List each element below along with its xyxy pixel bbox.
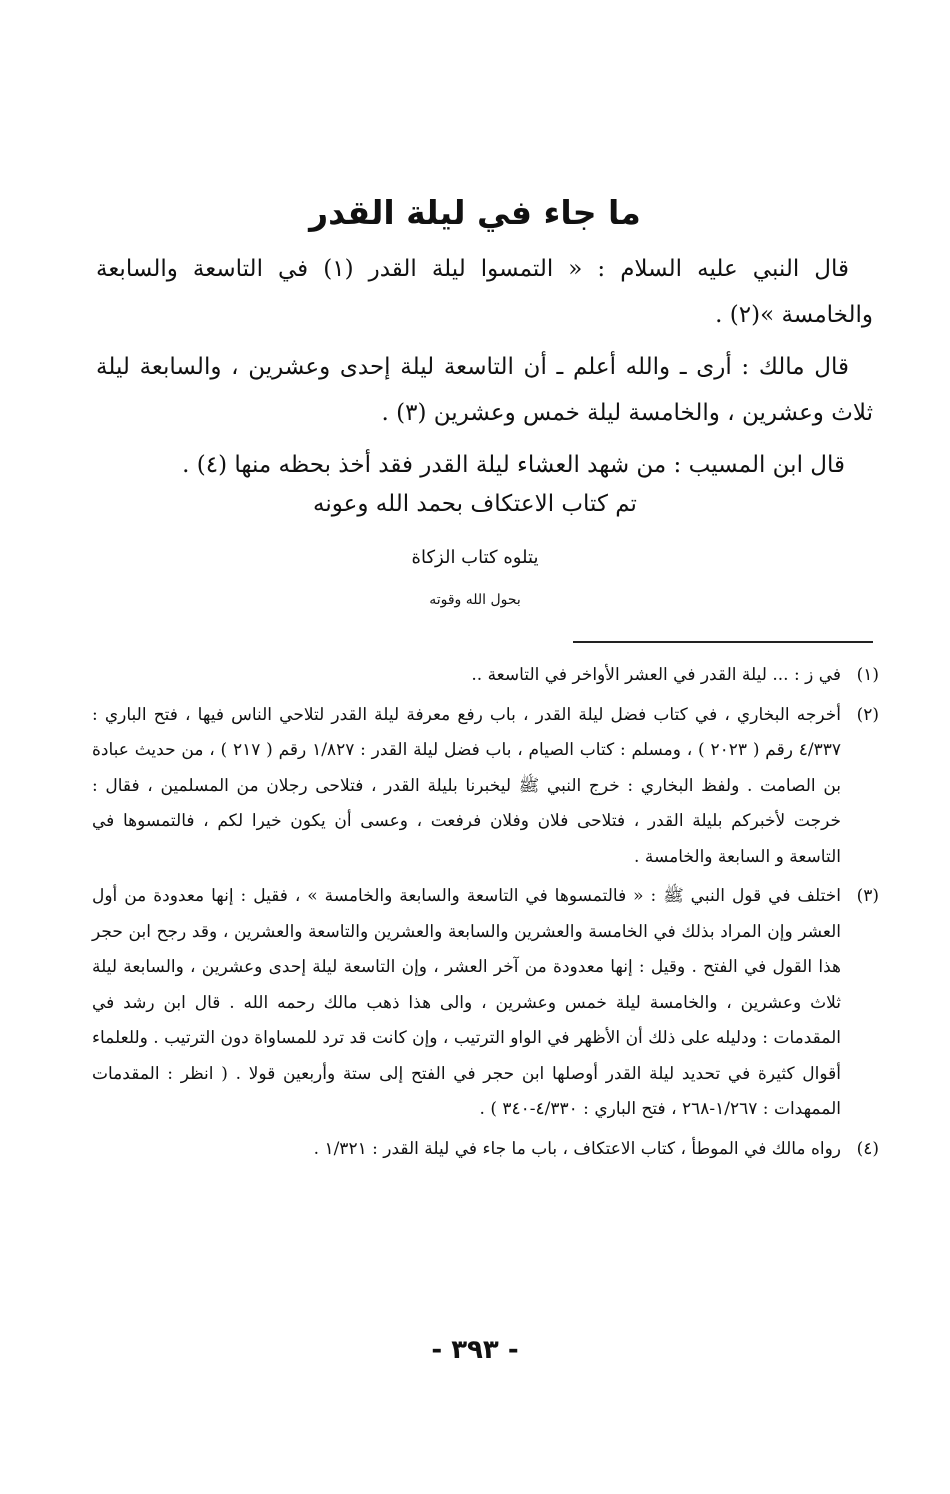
footnote	[92, 698, 879, 876]
footnote-number: (٣)	[856, 886, 879, 906]
chapter-title: ما جاء في ليلة القدر	[309, 193, 641, 232]
footnotes	[92, 658, 879, 1171]
page-number: - ٣٩٣ -	[431, 1335, 519, 1365]
footnote-separator	[573, 641, 873, 643]
footnote-text: رواه مالك في الموطأ ، كتاب الاعتكاف ، باب ما جاء في ليلة القدر : ١/٣٢١ .	[313, 1138, 841, 1159]
hadith-paragraph: قال النبي عليه السلام : « التمسوا ليلة القدر (١) في التاسعة والسابعة والخامسة »(٢) .	[96, 256, 873, 328]
footnote	[92, 1132, 879, 1168]
malik-paragraph: قال مالك : أرى ـ والله أعلم ـ أن التاسعة ليلة إحدى وعشرين ، والسابعة ليلة ثلاث وعشرين ، والخامسة ليلة خمس وعشرين (٣) .	[96, 354, 873, 426]
footnote-text: اختلف في قول النبي ﷺ : « فالتمسوها في التاسعة والسابعة والخامسة » ، فقيل : إنها معدودة من أول العشر وإن المراد بذلك في الخامسة والعشرين والسابعة والعشرين والتاسعة والعشرين ، وقد رجح ابن حجر هذا القول في الفتح . وقيل : إنها معدودة من آخر العشر ، وإن التاسعة ليلة إحدى وعشرين ، والسابعة ليلة ثلاث وعشرين ، والخامسة ليلة خمس وعشرين ، والى هذا ذهب مالك رحمه الله . قال ابن رشد في المقدمات : ودليله على ذلك أن الأظهر في الواو الترتيب ، وإن كانت قد ترد للمساواة دون الترتيب . وللعلماء أقوال كثيرة في تحديد ليلة القدر أوصلها ابن حجر في الفتح إلى ستة وأربعين قولا . ( انظر : المقدمات الممهدات : ١/٢٦٧-٢٦٨ ، فتح الباري : ٤/٣٣٠-٣٤٠ ) .	[92, 886, 841, 1119]
ibn-musayyib-paragraph: قال ابن المسيب : من شهد العشاء ليلة القدر فقد أخذ بحظه منها (٤) .	[182, 452, 845, 478]
main-text	[96, 246, 873, 494]
footnote	[92, 879, 879, 1128]
footnote	[92, 658, 879, 694]
footnote-number: (٢)	[856, 704, 879, 725]
footnote-number: (٤)	[856, 1138, 879, 1159]
book-closing-line: تم كتاب الاعتكاف بحمد الله وعونه	[313, 491, 637, 517]
footnote-text: أخرجه البخاري ، في كتاب فضل ليلة القدر ، باب رفع معرفة ليلة القدر لتلاحي الناس فيها ، فتح الباري : ٤/٣٣٧ رقم ( ٢٠٢٣ ) ، ومسلم : كتاب الصيام ، باب فضل ليلة القدر : ١/٨٢٧ رقم ( ٢١٧ ) ، من حديث عبادة بن الصامت . ولفظ البخاري : خرج النبي ﷺ ليخبرنا بليلة القدر ، فتلاحى رجلان من المسلمين ، فقال : خرجت لأخبركم بليلة القدر ، فتلاحى فلان وفلان فرفعت ، وعسى أن يكون خيرا لكم ، فالتمسوها في التاسعة و السابعة والخامسة .	[92, 704, 841, 867]
footnote-number: (١)	[856, 665, 879, 685]
footnote-text: في ز : ... ليلة القدر في العشر الأواخر في التاسعة ..	[471, 665, 841, 685]
invocation-line: بحول الله وقوته	[429, 592, 521, 608]
next-book-line: يتلوه كتاب الزكاة	[411, 547, 539, 568]
